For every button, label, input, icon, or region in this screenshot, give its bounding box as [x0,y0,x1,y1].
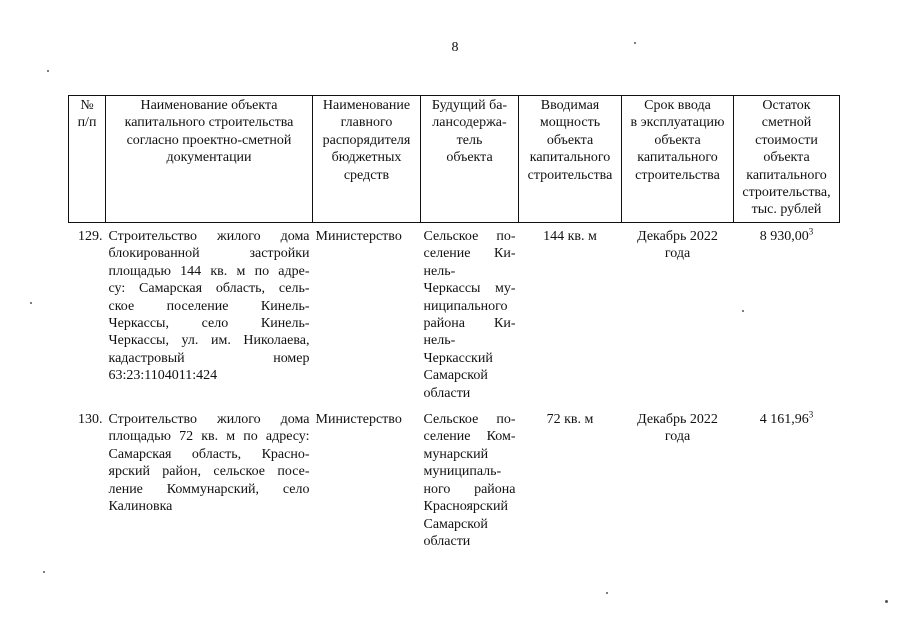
header-line: строительства, [742,185,831,201]
text-line: Калиновка [108,499,173,515]
text-line: района Ки- [423,316,516,332]
table-header-row [69,96,840,223]
scan-speck [885,600,888,603]
table-row [69,402,840,550]
header-line: капитального [637,150,718,166]
header-line: объекта [446,150,493,166]
commissioning-term [622,223,734,403]
header-line: средств [343,167,390,183]
text-line: Самарская область, Красно- [108,446,310,462]
text-line: кадастровый номер [108,350,310,366]
text-line: муниципаль- [423,464,502,480]
header-line: согласно проектно-сметной [126,132,292,148]
text-line: селение Ком- [423,429,516,445]
text-line: Черкасский [423,350,493,366]
text-line: нель- [423,263,456,279]
text-line: селение Ки- [423,246,516,262]
object-name [106,402,313,550]
header-line: главного [340,115,393,131]
header-line: Срок ввода [644,98,711,113]
header-line: тель [456,132,483,148]
footnote-marker: 3 [808,409,814,420]
text-line: Сельское по- [423,229,516,244]
scan-speck [634,42,636,44]
scan-speck [606,592,608,594]
header-line: Вводимая [540,98,600,113]
header-line: капитального строительства [124,115,294,131]
text-line: Самарской [423,516,488,532]
cost-value: 4 161,96 [759,412,809,428]
header-object-name [106,96,313,223]
header-future-holder [421,96,519,223]
header-line: п/п [77,115,97,131]
object-name [106,223,313,403]
text-line: года [664,429,691,445]
text-line: мунарский [423,446,489,462]
header-commissioning-term [622,96,734,223]
header-line: объекта [763,150,810,166]
header-line: Будущий ба- [431,98,508,113]
header-line: строительства [527,167,613,183]
remaining-cost [734,402,840,550]
header-line: капитального [529,150,611,166]
text-line: Черкассы му- [423,281,516,297]
header-line: Остаток [762,98,811,113]
header-line: в эксплуатацию [630,115,725,131]
header-line: сметной [761,115,812,131]
header-line: мощность [539,115,601,131]
text-line: ного района [423,481,516,497]
header-line: объекта [546,132,594,148]
row-number: 130. [78,412,103,428]
header-line: капитального [746,167,827,183]
budget-manager: Министерство [315,412,402,428]
text-line: Красноярский [423,499,508,515]
budget-manager: Министерство [315,229,402,244]
text-line: ниципального [423,298,508,314]
header-remaining-cost [734,96,840,223]
text-line: Декабрь 2022 [637,412,718,428]
text-line: площадью 144 кв. м по адре- [108,263,310,279]
header-line: строительства [635,167,720,183]
header-line: лансодержа- [432,115,507,131]
header-line: объекта [654,132,701,148]
capacity: 144 кв. м [543,229,597,244]
capacity: 72 кв. м [546,412,594,428]
text-line: Строительство жилого дома [108,412,310,428]
header-capacity [519,96,622,223]
header-line: документации [166,150,252,166]
header-line: бюджетных [331,150,402,166]
footnote-marker: 3 [808,226,814,237]
header-line: № [80,98,94,113]
header-line: Наименование [322,98,411,113]
row-number: 129. [78,229,103,244]
table-row [69,223,840,403]
text-line: площадью 72 кв. м по адресу: [108,429,310,445]
scan-speck [47,70,49,72]
text-line: области [423,385,471,401]
text-line: области [423,533,471,549]
text-line: Самарской [423,368,488,384]
header-number [69,96,106,223]
text-line: Сельское по- [423,412,516,428]
page-number: 8 [451,40,459,55]
text-line: года [664,246,691,262]
scan-speck [43,571,45,573]
header-line: Наименование объекта [140,98,278,113]
future-holder [421,223,519,403]
scan-speck [742,310,744,312]
cost-value: 8 930,00 [759,229,809,244]
text-line: ление Коммунарский, село [108,481,310,497]
text-line: Черкассы, село Кинель- [108,316,310,332]
header-line: тыс. рублей [751,202,822,218]
remaining-cost [734,223,840,403]
text-line: Декабрь 2022 [637,229,718,244]
scan-speck [30,302,32,304]
commissioning-term [622,402,734,550]
text-line: нель- [423,333,456,349]
header-budget-manager [313,96,421,223]
text-line: Черкассы, ул. им. Николаева, [108,333,310,349]
text-line: блокированной застройки [108,246,310,262]
text-line: ское поселение Кинель- [108,298,310,314]
text-line: Строительство жилого дома [108,229,310,244]
header-line: распорядителя [322,132,411,148]
text-line: су: Самарская область, сель- [108,281,310,297]
text-line: ярский район, сельское посе- [108,464,310,480]
capital-construction-table [68,95,840,550]
text-line: 63:23:1104011:424 [108,368,218,384]
header-line: стоимости [755,132,818,148]
future-holder [421,402,519,550]
